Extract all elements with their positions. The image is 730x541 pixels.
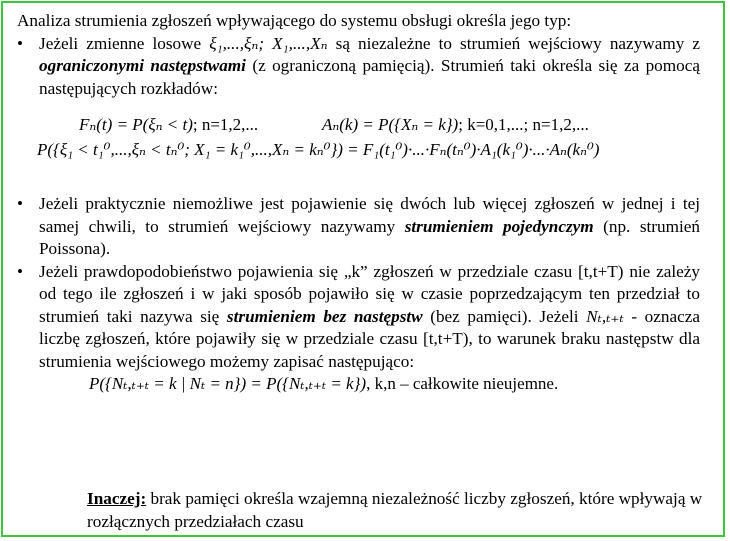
term-memoryless: strumieniem bez następstw (226, 306, 423, 326)
note-text: brak pamięci określa wzajemną niezależność liczby zgłoszeń, które wpływają w rozłącznych przedziałach czasu (87, 489, 703, 531)
random-vars: ξ₁,...,ξₙ; X₁,...,Xₙ (209, 33, 328, 53)
slide-content (17, 10, 700, 401)
note-lead: Inaczej: (87, 489, 147, 508)
bullet-icon: • (17, 261, 24, 281)
count-var: Nₜ,ₜ₊ₜ (586, 306, 624, 326)
formula-memoryless: P({Nₜ,ₜ₊ₜ = k | Nₜ = n}) = P({Nₜ,ₜ₊ₜ = k}), k,n – całkowite nieujemne. (89, 374, 559, 393)
bullet-item-memoryless: • Jeżeli prawdopodobieństwo pojawienia się „k” zgłoszeń w przedziale czasu [t,t+T) nie zależy od tego ile zgłoszeń i w jaki sposób pojawiło się w czasie poprzedzającym ten przedział to strumień taki nazywa się strumieniem bez następstw (bez pamięci). Jeżeli Nₜ,ₜ₊ₜ - oznacza liczbę zgłoszeń, które pojawiły się w przedziale czasu [t,t+T), to warunek braku następstw dla strumienia wejściowego możemy zapisać następująco: (17, 261, 700, 371)
formula-distributions: Fₙ(t) = P(ξₙ < t); n=1,2,... Aₙ(k) = P({Xₙ = k}); k=0,1,...; n=1,2,... (79, 115, 589, 134)
bullet-icon: • (17, 33, 24, 53)
term-limited-memory: ograniczonymi następstwami (39, 56, 246, 75)
formula-an: Aₙ(k) = P({Xₙ = k}) (322, 115, 459, 134)
bullet-item-limited-memory: • Jeżeli zmienne losowe ξ₁,...,ξₙ; X₁,...,Xₙ są niezależne to strumień wejściowy nazywamy z ograniczonymi następstwami (z ograniczoną pamięcią). Strumień taki określa się za pomocą następujących rozkładów: (17, 33, 700, 98)
formula-joint: P({ξ₁ < t₁⁰,...,ξₙ < tₙ⁰; X₁ = k₁⁰,...,Xₙ = kₙ⁰}) = F₁(t₁⁰)·...·Fₙ(tₙ⁰)·A₁(k₁⁰)·...·Aₙ(kₙ⁰) (37, 140, 600, 159)
term-single-stream: strumieniem pojedynczym (404, 216, 594, 236)
summary-note (87, 488, 707, 533)
bullet-item-single-stream: • Jeżeli praktycznie niemożliwe jest pojawienie się dwóch lub więcej zgłoszeń w jednej i tej samej chwili, to strumień wejściowy nazywamy strumieniem pojedynczym (np. strumień Poissona). (17, 194, 700, 258)
bullet-icon: • (17, 194, 24, 213)
formula-fn: Fₙ(t) = P(ξₙ < t) (79, 115, 193, 134)
intro-text: Analiza strumienia zgłoszeń wpływającego do systemu obsługi określa jego typ: (17, 11, 572, 30)
